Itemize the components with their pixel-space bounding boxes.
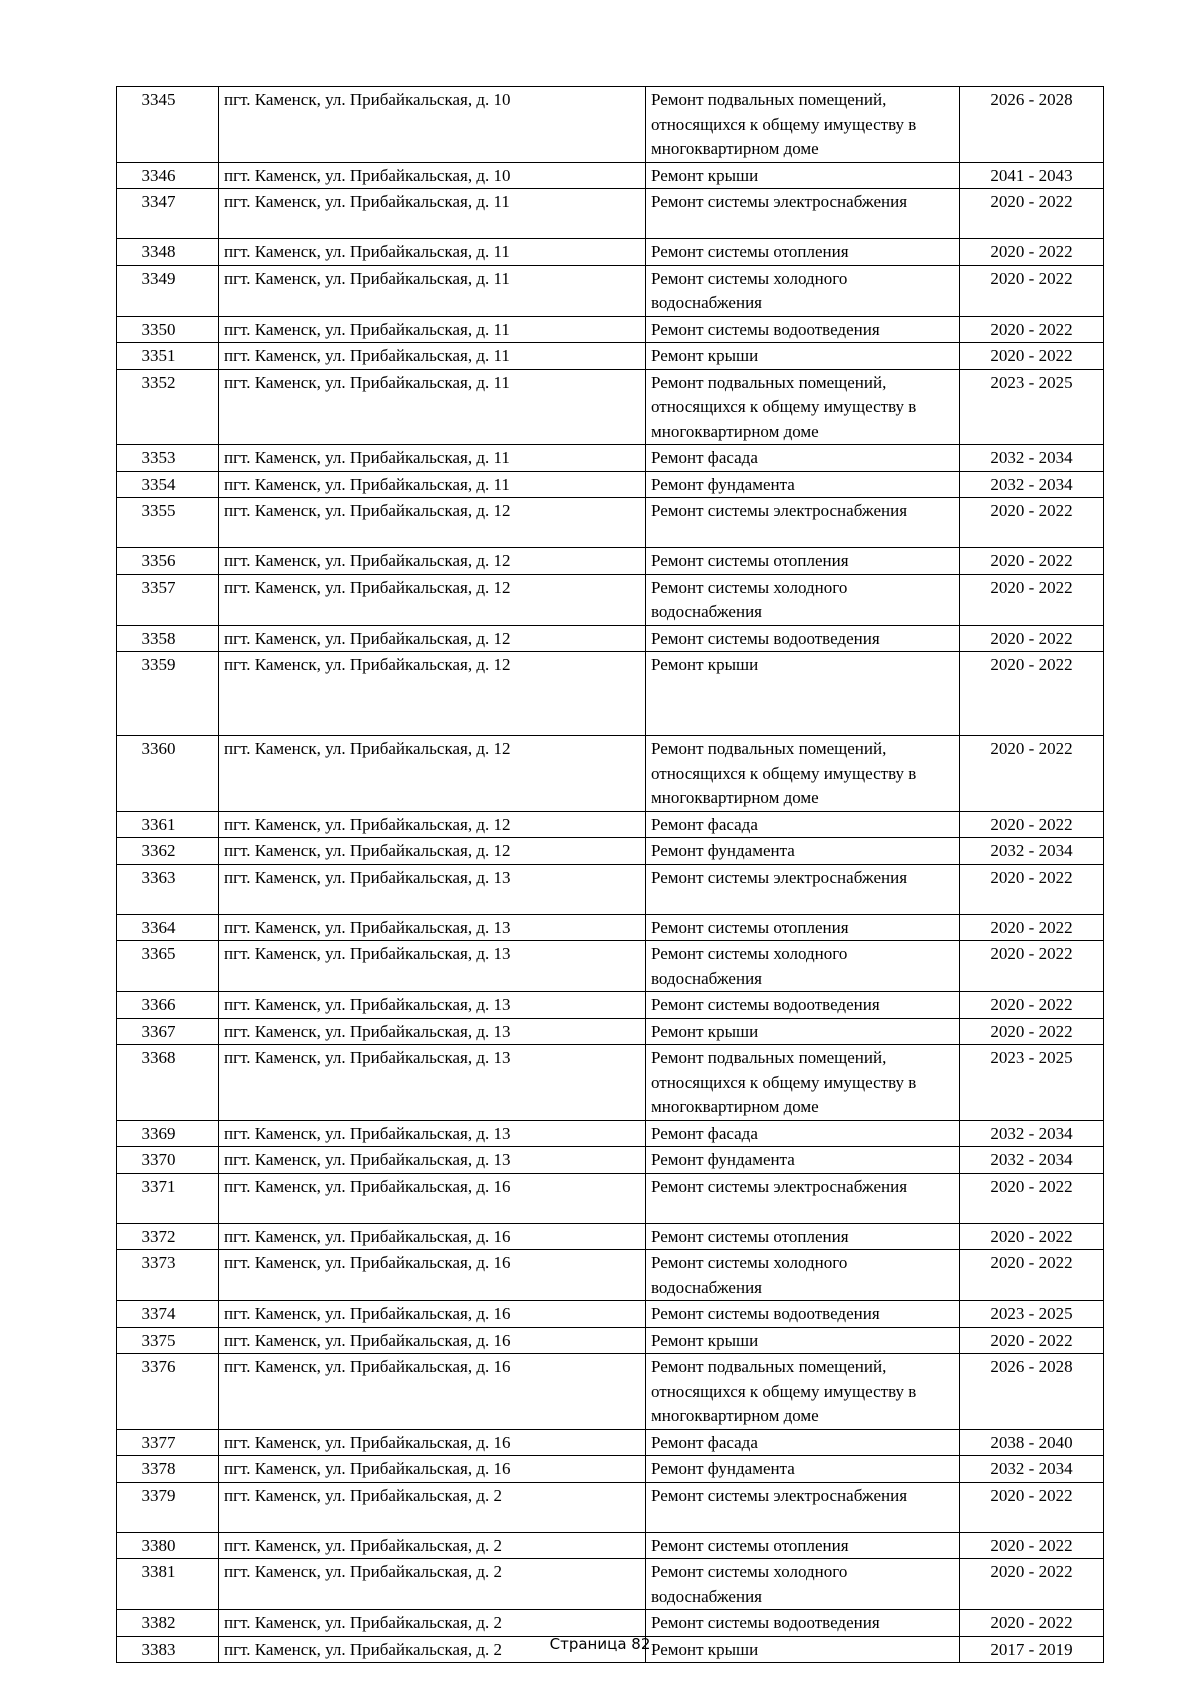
row-work-type: Ремонт системы холодного водоснабжения (646, 1250, 960, 1301)
table-row (117, 316, 1104, 343)
table-row (117, 652, 1104, 736)
row-work-type: Ремонт системы электроснабжения (646, 1173, 960, 1223)
row-work-type: Ремонт фундамента (646, 838, 960, 865)
page-number: Страница 82 (549, 1635, 651, 1653)
table-row (117, 1456, 1104, 1483)
row-address: пгт. Каменск, ул. Прибайкальская, д. 13 (219, 914, 646, 941)
row-work-type: Ремонт системы отопления (646, 1532, 960, 1559)
row-work-type: Ремонт системы электроснабжения (646, 864, 960, 914)
row-number: 3362 (117, 838, 219, 865)
row-address: пгт. Каменск, ул. Прибайкальская, д. 2 (219, 1636, 646, 1663)
row-number: 3350 (117, 316, 219, 343)
row-number: 3345 (117, 87, 219, 163)
row-address: пгт. Каменск, ул. Прибайкальская, д. 16 (219, 1456, 646, 1483)
row-number: 3356 (117, 548, 219, 575)
row-address: пгт. Каменск, ул. Прибайкальская, д. 13 (219, 1018, 646, 1045)
row-period: 2020 - 2022 (960, 1610, 1104, 1637)
row-number: 3381 (117, 1559, 219, 1610)
row-period: 2020 - 2022 (960, 652, 1104, 736)
row-period: 2020 - 2022 (960, 498, 1104, 548)
row-period: 2020 - 2022 (960, 189, 1104, 239)
row-work-type: Ремонт подвальных помещений, относящихся к общему имуществу в многоквартирном доме (646, 87, 960, 163)
row-address: пгт. Каменск, ул. Прибайкальская, д. 11 (219, 343, 646, 370)
row-period: 2026 - 2028 (960, 1354, 1104, 1430)
row-number: 3371 (117, 1173, 219, 1223)
row-period: 2020 - 2022 (960, 343, 1104, 370)
row-work-type: Ремонт системы водоотведения (646, 1610, 960, 1637)
row-number: 3378 (117, 1456, 219, 1483)
row-work-type: Ремонт фасада (646, 1429, 960, 1456)
table-row (117, 1223, 1104, 1250)
row-period: 2020 - 2022 (960, 1018, 1104, 1045)
row-period: 2026 - 2028 (960, 87, 1104, 163)
row-address: пгт. Каменск, ул. Прибайкальская, д. 13 (219, 1120, 646, 1147)
row-address: пгт. Каменск, ул. Прибайкальская, д. 16 (219, 1250, 646, 1301)
table-row (117, 992, 1104, 1019)
row-work-type: Ремонт подвальных помещений, относящихся к общему имуществу в многоквартирном доме (646, 369, 960, 445)
table-row (117, 1610, 1104, 1637)
row-address: пгт. Каменск, ул. Прибайкальская, д. 12 (219, 498, 646, 548)
row-number: 3374 (117, 1301, 219, 1328)
row-number: 3348 (117, 239, 219, 266)
row-address: пгт. Каменск, ул. Прибайкальская, д. 12 (219, 548, 646, 575)
table-row (117, 864, 1104, 914)
table-row (117, 445, 1104, 472)
row-work-type: Ремонт фундамента (646, 471, 960, 498)
row-period: 2020 - 2022 (960, 1532, 1104, 1559)
row-work-type: Ремонт системы отопления (646, 548, 960, 575)
table-body (117, 87, 1104, 1663)
row-period: 2032 - 2034 (960, 1456, 1104, 1483)
row-period: 2023 - 2025 (960, 369, 1104, 445)
table-row (117, 941, 1104, 992)
row-number: 3355 (117, 498, 219, 548)
row-work-type: Ремонт фундамента (646, 1147, 960, 1174)
table-row (117, 1120, 1104, 1147)
row-period: 2023 - 2025 (960, 1045, 1104, 1121)
row-address: пгт. Каменск, ул. Прибайкальская, д. 12 (219, 838, 646, 865)
table-row (117, 1018, 1104, 1045)
row-address: пгт. Каменск, ул. Прибайкальская, д. 11 (219, 239, 646, 266)
table-row (117, 1482, 1104, 1532)
row-number: 3364 (117, 914, 219, 941)
table-row (117, 1327, 1104, 1354)
row-address: пгт. Каменск, ул. Прибайкальская, д. 16 (219, 1429, 646, 1456)
row-work-type: Ремонт подвальных помещений, относящихся к общему имуществу в многоквартирном доме (646, 736, 960, 812)
row-address: пгт. Каменск, ул. Прибайкальская, д. 12 (219, 736, 646, 812)
table-row (117, 1173, 1104, 1223)
row-number: 3368 (117, 1045, 219, 1121)
row-period: 2041 - 2043 (960, 162, 1104, 189)
row-number: 3360 (117, 736, 219, 812)
row-period: 2038 - 2040 (960, 1429, 1104, 1456)
table-row (117, 87, 1104, 163)
row-period: 2020 - 2022 (960, 1559, 1104, 1610)
row-work-type: Ремонт системы электроснабжения (646, 1482, 960, 1532)
row-number: 3349 (117, 265, 219, 316)
table-row (117, 548, 1104, 575)
table-row (117, 1532, 1104, 1559)
row-period: 2020 - 2022 (960, 914, 1104, 941)
row-number: 3372 (117, 1223, 219, 1250)
row-work-type: Ремонт крыши (646, 652, 960, 736)
table-row (117, 1429, 1104, 1456)
table-row (117, 838, 1104, 865)
row-period: 2020 - 2022 (960, 736, 1104, 812)
row-period: 2020 - 2022 (960, 574, 1104, 625)
row-number: 3354 (117, 471, 219, 498)
row-work-type: Ремонт подвальных помещений, относящихся к общему имуществу в многоквартирном доме (646, 1045, 960, 1121)
row-work-type: Ремонт крыши (646, 1636, 960, 1663)
row-period: 2020 - 2022 (960, 864, 1104, 914)
row-period: 2023 - 2025 (960, 1301, 1104, 1328)
row-number: 3363 (117, 864, 219, 914)
row-number: 3373 (117, 1250, 219, 1301)
row-address: пгт. Каменск, ул. Прибайкальская, д. 2 (219, 1559, 646, 1610)
table-row (117, 265, 1104, 316)
row-period: 2020 - 2022 (960, 239, 1104, 266)
table-row (117, 471, 1104, 498)
table-row (117, 625, 1104, 652)
row-number: 3359 (117, 652, 219, 736)
row-number: 3357 (117, 574, 219, 625)
row-number: 3379 (117, 1482, 219, 1532)
row-address: пгт. Каменск, ул. Прибайкальская, д. 12 (219, 652, 646, 736)
row-period: 2017 - 2019 (960, 1636, 1104, 1663)
row-period: 2020 - 2022 (960, 548, 1104, 575)
row-number: 3380 (117, 1532, 219, 1559)
row-address: пгт. Каменск, ул. Прибайкальская, д. 16 (219, 1354, 646, 1430)
row-address: пгт. Каменск, ул. Прибайкальская, д. 12 (219, 574, 646, 625)
row-address: пгт. Каменск, ул. Прибайкальская, д. 2 (219, 1610, 646, 1637)
row-period: 2032 - 2034 (960, 1120, 1104, 1147)
row-number: 3367 (117, 1018, 219, 1045)
row-address: пгт. Каменск, ул. Прибайкальская, д. 12 (219, 811, 646, 838)
table-row (117, 914, 1104, 941)
row-address: пгт. Каменск, ул. Прибайкальская, д. 10 (219, 162, 646, 189)
row-period: 2020 - 2022 (960, 1482, 1104, 1532)
table-row (117, 239, 1104, 266)
row-number: 3375 (117, 1327, 219, 1354)
row-address: пгт. Каменск, ул. Прибайкальская, д. 16 (219, 1327, 646, 1354)
table-row (117, 1559, 1104, 1610)
row-address: пгт. Каменск, ул. Прибайкальская, д. 13 (219, 864, 646, 914)
row-address: пгт. Каменск, ул. Прибайкальская, д. 10 (219, 87, 646, 163)
row-work-type: Ремонт подвальных помещений, относящихся к общему имуществу в многоквартирном доме (646, 1354, 960, 1430)
row-number: 3351 (117, 343, 219, 370)
row-work-type: Ремонт фасада (646, 811, 960, 838)
row-period: 2020 - 2022 (960, 265, 1104, 316)
table-row (117, 498, 1104, 548)
row-work-type: Ремонт фасада (646, 445, 960, 472)
row-work-type: Ремонт крыши (646, 1327, 960, 1354)
row-work-type: Ремонт системы электроснабжения (646, 189, 960, 239)
row-work-type: Ремонт системы холодного водоснабжения (646, 1559, 960, 1610)
row-work-type: Ремонт крыши (646, 162, 960, 189)
row-work-type: Ремонт системы электроснабжения (646, 498, 960, 548)
row-number: 3347 (117, 189, 219, 239)
table-row (117, 1301, 1104, 1328)
row-work-type: Ремонт системы холодного водоснабжения (646, 265, 960, 316)
row-work-type: Ремонт системы водоотведения (646, 625, 960, 652)
row-number: 3382 (117, 1610, 219, 1637)
row-address: пгт. Каменск, ул. Прибайкальская, д. 13 (219, 1147, 646, 1174)
row-number: 3366 (117, 992, 219, 1019)
row-address: пгт. Каменск, ул. Прибайкальская, д. 13 (219, 941, 646, 992)
row-work-type: Ремонт системы водоотведения (646, 316, 960, 343)
row-number: 3358 (117, 625, 219, 652)
table-row (117, 1354, 1104, 1430)
row-address: пгт. Каменск, ул. Прибайкальская, д. 11 (219, 369, 646, 445)
table-row (117, 811, 1104, 838)
row-period: 2020 - 2022 (960, 811, 1104, 838)
row-address: пгт. Каменск, ул. Прибайкальская, д. 13 (219, 1045, 646, 1121)
row-period: 2032 - 2034 (960, 471, 1104, 498)
row-number: 3377 (117, 1429, 219, 1456)
row-period: 2020 - 2022 (960, 941, 1104, 992)
row-period: 2032 - 2034 (960, 445, 1104, 472)
table-row (117, 1045, 1104, 1121)
row-period: 2020 - 2022 (960, 1223, 1104, 1250)
row-work-type: Ремонт фасада (646, 1120, 960, 1147)
row-work-type: Ремонт крыши (646, 343, 960, 370)
row-address: пгт. Каменск, ул. Прибайкальская, д. 16 (219, 1301, 646, 1328)
row-address: пгт. Каменск, ул. Прибайкальская, д. 12 (219, 625, 646, 652)
table-row (117, 343, 1104, 370)
table-row (117, 736, 1104, 812)
row-number: 3383 (117, 1636, 219, 1663)
table-row (117, 574, 1104, 625)
row-number: 3376 (117, 1354, 219, 1430)
row-work-type: Ремонт системы отопления (646, 239, 960, 266)
row-work-type: Ремонт системы отопления (646, 914, 960, 941)
row-address: пгт. Каменск, ул. Прибайкальская, д. 16 (219, 1173, 646, 1223)
table-row (117, 369, 1104, 445)
row-number: 3361 (117, 811, 219, 838)
row-address: пгт. Каменск, ул. Прибайкальская, д. 2 (219, 1532, 646, 1559)
table-row (117, 1250, 1104, 1301)
work-schedule-table (116, 86, 1104, 1663)
row-address: пгт. Каменск, ул. Прибайкальская, д. 11 (219, 316, 646, 343)
row-number: 3353 (117, 445, 219, 472)
row-work-type: Ремонт системы холодного водоснабжения (646, 574, 960, 625)
row-work-type: Ремонт фундамента (646, 1456, 960, 1483)
row-address: пгт. Каменск, ул. Прибайкальская, д. 13 (219, 992, 646, 1019)
row-work-type: Ремонт системы водоотведения (646, 992, 960, 1019)
row-number: 3370 (117, 1147, 219, 1174)
row-period: 2020 - 2022 (960, 316, 1104, 343)
row-number: 3346 (117, 162, 219, 189)
row-period: 2020 - 2022 (960, 1327, 1104, 1354)
row-period: 2032 - 2034 (960, 1147, 1104, 1174)
row-period: 2020 - 2022 (960, 1173, 1104, 1223)
row-period: 2032 - 2034 (960, 838, 1104, 865)
row-address: пгт. Каменск, ул. Прибайкальская, д. 11 (219, 471, 646, 498)
row-work-type: Ремонт системы холодного водоснабжения (646, 941, 960, 992)
row-number: 3352 (117, 369, 219, 445)
row-work-type: Ремонт крыши (646, 1018, 960, 1045)
table-row (117, 189, 1104, 239)
row-work-type: Ремонт системы водоотведения (646, 1301, 960, 1328)
row-period: 2020 - 2022 (960, 1250, 1104, 1301)
row-address: пгт. Каменск, ул. Прибайкальская, д. 11 (219, 445, 646, 472)
row-address: пгт. Каменск, ул. Прибайкальская, д. 2 (219, 1482, 646, 1532)
table-row (117, 162, 1104, 189)
row-number: 3369 (117, 1120, 219, 1147)
row-number: 3365 (117, 941, 219, 992)
row-address: пгт. Каменск, ул. Прибайкальская, д. 16 (219, 1223, 646, 1250)
row-period: 2020 - 2022 (960, 625, 1104, 652)
table-row (117, 1147, 1104, 1174)
row-address: пгт. Каменск, ул. Прибайкальская, д. 11 (219, 265, 646, 316)
row-address: пгт. Каменск, ул. Прибайкальская, д. 11 (219, 189, 646, 239)
row-period: 2020 - 2022 (960, 992, 1104, 1019)
row-work-type: Ремонт системы отопления (646, 1223, 960, 1250)
